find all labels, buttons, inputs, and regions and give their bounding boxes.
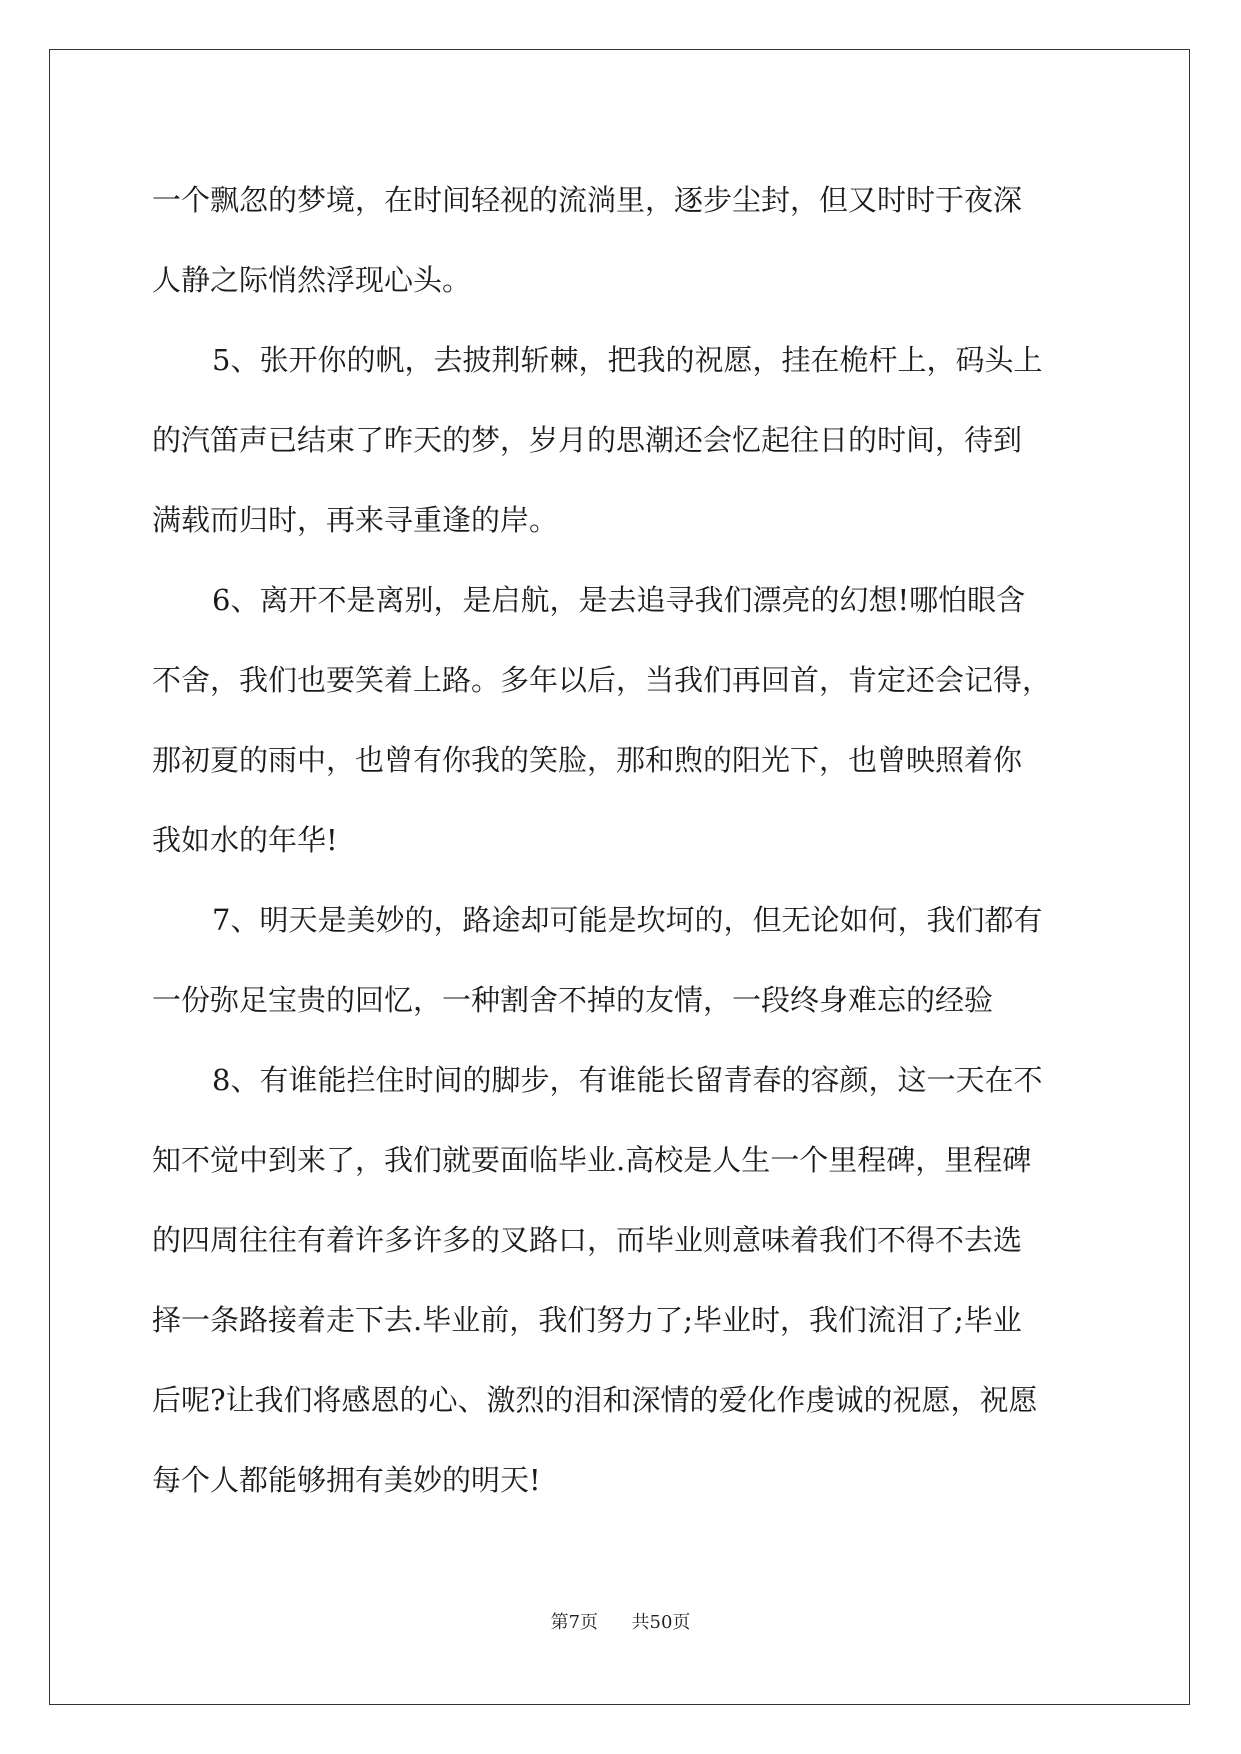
text-line: 我如水的年华! bbox=[152, 823, 338, 857]
text-line: 8、有谁能拦住时间的脚步，有谁能长留青春的容颜，这一天在不 bbox=[212, 1063, 1043, 1097]
paragraph bbox=[152, 320, 1112, 560]
text-line: 满载而归时，再来寻重逢的岸。 bbox=[152, 503, 559, 537]
text-line: 择一条路接着走下去.毕业前，我们努力了;毕业时，我们流泪了;毕业 bbox=[152, 1303, 1022, 1337]
text-line: 不舍，我们也要笑着上路。多年以后，当我们再回首，肯定还会记得， bbox=[152, 663, 1052, 697]
text-line: 一个飘忽的梦境，在时间轻视的流淌里，逐步尘封，但又时时于夜深 bbox=[152, 183, 1023, 217]
text-line: 知不觉中到来了，我们就要面临毕业.高校是人生一个里程碑，里程碑 bbox=[152, 1143, 1032, 1177]
text-line: 那初夏的雨中，也曾有你我的笑脸，那和煦的阳光下，也曾映照着你 bbox=[152, 743, 1023, 777]
text-line: 的四周往往有着许多许多的叉路口，而毕业则意味着我们不得不去选 bbox=[152, 1223, 1023, 1257]
text-line: 一份弥足宝贵的回忆，一种割舍不掉的友情，一段终身难忘的经验 bbox=[152, 983, 994, 1017]
text-line: 6、离开不是离别，是启航，是去追寻我们漂亮的幻想!哪怕眼含 bbox=[212, 583, 1026, 617]
paragraph bbox=[152, 560, 1112, 880]
text-line: 5、张开你的帆，去披荆斩棘，把我的祝愿，挂在桅杆上，码头上 bbox=[212, 343, 1043, 377]
text-line: 后呢?让我们将感恩的心、激烈的泪和深情的爱化作虔诚的祝愿，祝愿 bbox=[152, 1383, 1038, 1417]
paragraph bbox=[152, 160, 1112, 320]
paragraph bbox=[152, 1040, 1112, 1520]
text-line: 7、明天是美妙的，路途却可能是坎坷的，但无论如何，我们都有 bbox=[212, 903, 1043, 937]
paragraph bbox=[152, 880, 1112, 1040]
text-line: 的汽笛声已结束了昨天的梦，岁月的思潮还会忆起往日的时间，待到 bbox=[152, 423, 1023, 457]
document-body bbox=[152, 160, 1112, 1520]
page-number: 第7页 bbox=[550, 1612, 599, 1633]
page-footer bbox=[0, 1608, 1241, 1634]
text-line: 人静之际悄然浮现心头。 bbox=[152, 263, 472, 297]
page-total: 共50页 bbox=[631, 1612, 691, 1633]
text-line: 每个人都能够拥有美妙的明天! bbox=[152, 1463, 541, 1497]
